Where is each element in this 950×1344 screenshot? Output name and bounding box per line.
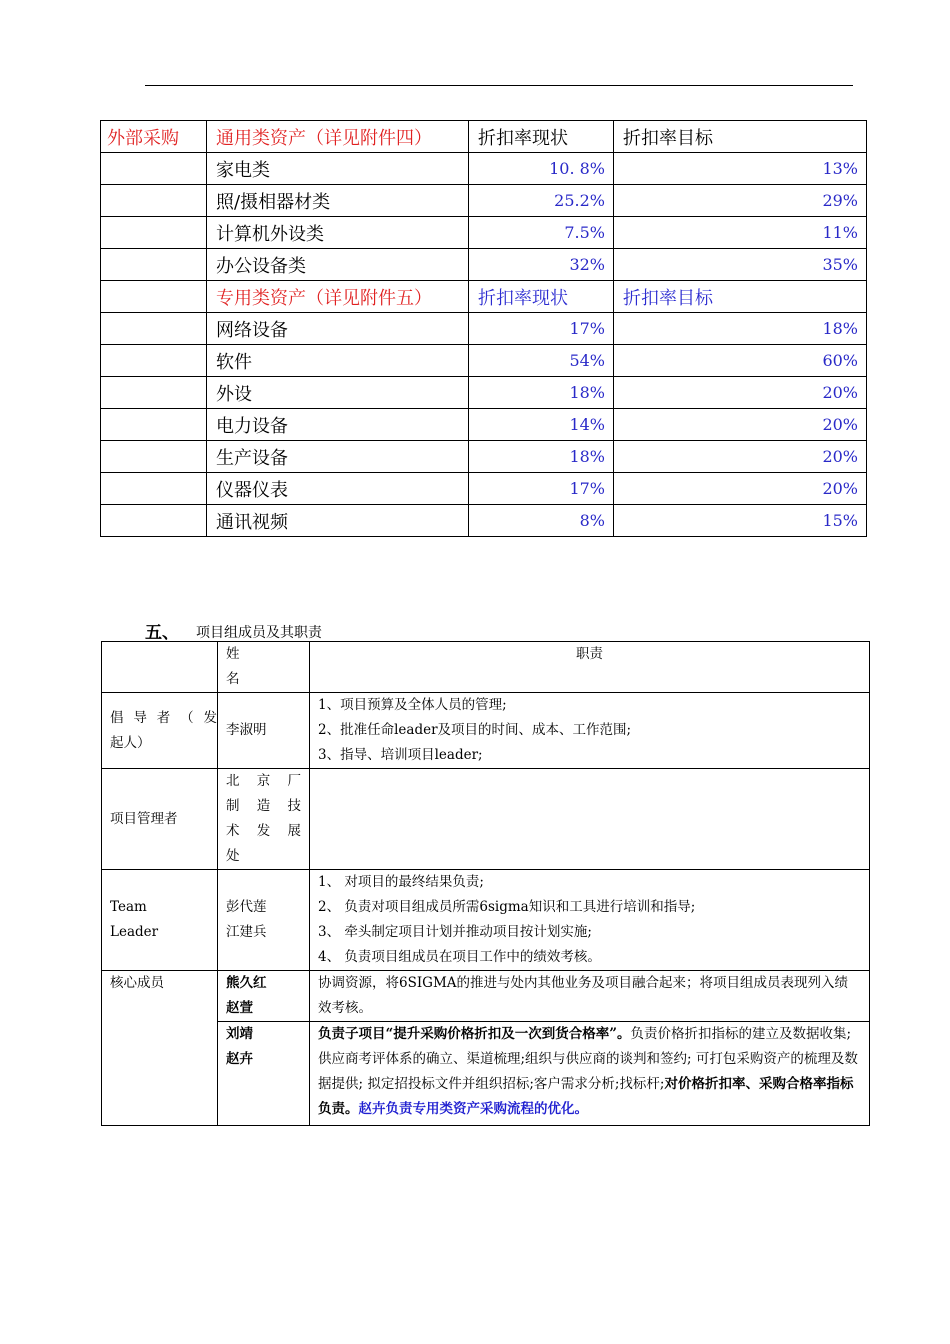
table-row [101, 121, 867, 153]
core-member-a-2: 赵萱 [226, 1000, 253, 1016]
item-name: 家电类 [207, 153, 469, 185]
discount-rate-table [100, 120, 867, 537]
table-row [101, 313, 867, 345]
header-name-2: 名 [226, 671, 240, 687]
table-row [101, 217, 867, 249]
table-row [101, 441, 867, 473]
duty-line: 4、 负责项目组成员在项目工作中的绩效考核。 [318, 949, 601, 965]
manager-name-line: 处 [226, 848, 240, 864]
target-rate: 60% [614, 345, 867, 377]
current-rate: 32% [469, 249, 614, 281]
table-row [102, 870, 870, 971]
item-name: 电力设备 [207, 409, 469, 441]
col-target-header: 折扣率目标 [614, 121, 867, 153]
table-row [101, 409, 867, 441]
special-assets-header: 专用类资产（详见附件五） [207, 281, 469, 313]
target-rate: 15% [614, 505, 867, 537]
duty-line: 3、指导、培训项目leader; [318, 747, 483, 763]
team-leader-role-1: Team [110, 899, 147, 915]
item-name: 通讯视频 [207, 505, 469, 537]
manager-name-line: 术发展 [226, 823, 301, 839]
item-name: 生产设备 [207, 441, 469, 473]
current-rate: 54% [469, 345, 614, 377]
table-row [102, 642, 870, 693]
col-current-header: 折扣率现状 [469, 121, 614, 153]
item-name: 网络设备 [207, 313, 469, 345]
team-leader-role-2: Leader [110, 924, 159, 940]
item-name: 照/摄相器材类 [207, 185, 469, 217]
header-duty: 职责 [310, 642, 870, 693]
item-name: 仪器仪表 [207, 473, 469, 505]
target-rate: 20% [614, 441, 867, 473]
table-row [101, 473, 867, 505]
manager-name-line: 北京厂 [226, 773, 301, 789]
target-rate: 20% [614, 473, 867, 505]
sponsor-role-2: 起人） [110, 734, 151, 751]
item-name: 办公设备类 [207, 249, 469, 281]
header-name-1: 姓 [226, 646, 240, 662]
target-rate: 13% [614, 153, 867, 185]
duty-line: 3、 牵头制定项目计划并推动项目按计划实施; [318, 924, 592, 940]
table-row [102, 769, 870, 870]
target-rate: 20% [614, 409, 867, 441]
core-member-a-1: 熊久红 [226, 975, 267, 991]
current-rate: 7.5% [469, 217, 614, 249]
section-number: 五、 [145, 623, 179, 643]
table-row [101, 505, 867, 537]
core-duty-a: 协调资源，将6SIGMA的推进与处内其他业务及项目融合起来；将项目组成员表现列入绩效考核。 [310, 971, 870, 1022]
current-rate: 25.2% [469, 185, 614, 217]
item-name: 外设 [207, 377, 469, 409]
team-leader-name-2: 江建兵 [226, 924, 267, 940]
sponsor-name: 李淑明 [218, 693, 310, 769]
core-duty-b-blue: 赵卉负责专用类资产采购流程的优化。 [358, 1101, 588, 1117]
section-title: 项目组成员及其职责 [196, 625, 322, 641]
special-col-target-header: 折扣率目标 [614, 281, 867, 313]
table-row [101, 377, 867, 409]
core-duty-b-bold: 负责子项目“提升采购价格折扣及一次到货合格率”。 [318, 1026, 631, 1042]
team-leader-name-1: 彭代莲 [226, 899, 267, 915]
current-rate: 18% [469, 441, 614, 473]
core-member-b-1: 刘靖 [226, 1026, 253, 1042]
current-rate: 17% [469, 473, 614, 505]
target-rate: 29% [614, 185, 867, 217]
current-rate: 18% [469, 377, 614, 409]
table-row [102, 971, 870, 1022]
current-rate: 17% [469, 313, 614, 345]
duty-line: 2、 负责对项目组成员所需6sigma知识和工具进行培训和指导; [318, 899, 696, 915]
manager-role: 项目管理者 [102, 769, 218, 870]
core-role: 核心成员 [102, 971, 218, 1126]
target-rate: 18% [614, 313, 867, 345]
duty-line: 2、批准任命leader及项目的时间、成本、工作范围; [318, 722, 632, 738]
target-rate: 11% [614, 217, 867, 249]
table-row [102, 1022, 870, 1126]
header-rule [145, 85, 853, 86]
target-rate: 20% [614, 377, 867, 409]
table-row [101, 281, 867, 313]
table-row [101, 153, 867, 185]
members-table [101, 641, 870, 1126]
special-col-current-header: 折扣率现状 [469, 281, 614, 313]
table-row [101, 249, 867, 281]
table-row [101, 345, 867, 377]
core-member-b-2: 赵卉 [226, 1051, 253, 1067]
current-rate: 8% [469, 505, 614, 537]
duty-line: 1、 对项目的最终结果负责; [318, 874, 484, 890]
table-row [102, 693, 870, 769]
general-assets-header: 通用类资产（详见附件四） [207, 121, 469, 153]
category-label: 外部采购 [101, 121, 207, 153]
current-rate: 14% [469, 409, 614, 441]
manager-name-line: 制造技 [226, 798, 301, 814]
core-duty-b-text: 负责价格折扣指标的建立及数据收集;供应商考评体系的确立、渠道梳理;组织与供应商的谈判和签约; 可打包采购资产的梳理及数据提供; 拟定招投标文件并组织招标;客户需求分析;找标杆; [318, 1026, 858, 1092]
item-name: 计算机外设类 [207, 217, 469, 249]
table-row [101, 185, 867, 217]
target-rate: 35% [614, 249, 867, 281]
core-duty-b-bold2: 对价格折扣率、采购合格率指标负责。 [318, 1076, 854, 1117]
duty-line: 1、项目预算及全体人员的管理; [318, 697, 507, 713]
item-name: 软件 [207, 345, 469, 377]
sponsor-role-1: 倡导者（发 [110, 709, 217, 726]
current-rate: 10. 8% [469, 153, 614, 185]
